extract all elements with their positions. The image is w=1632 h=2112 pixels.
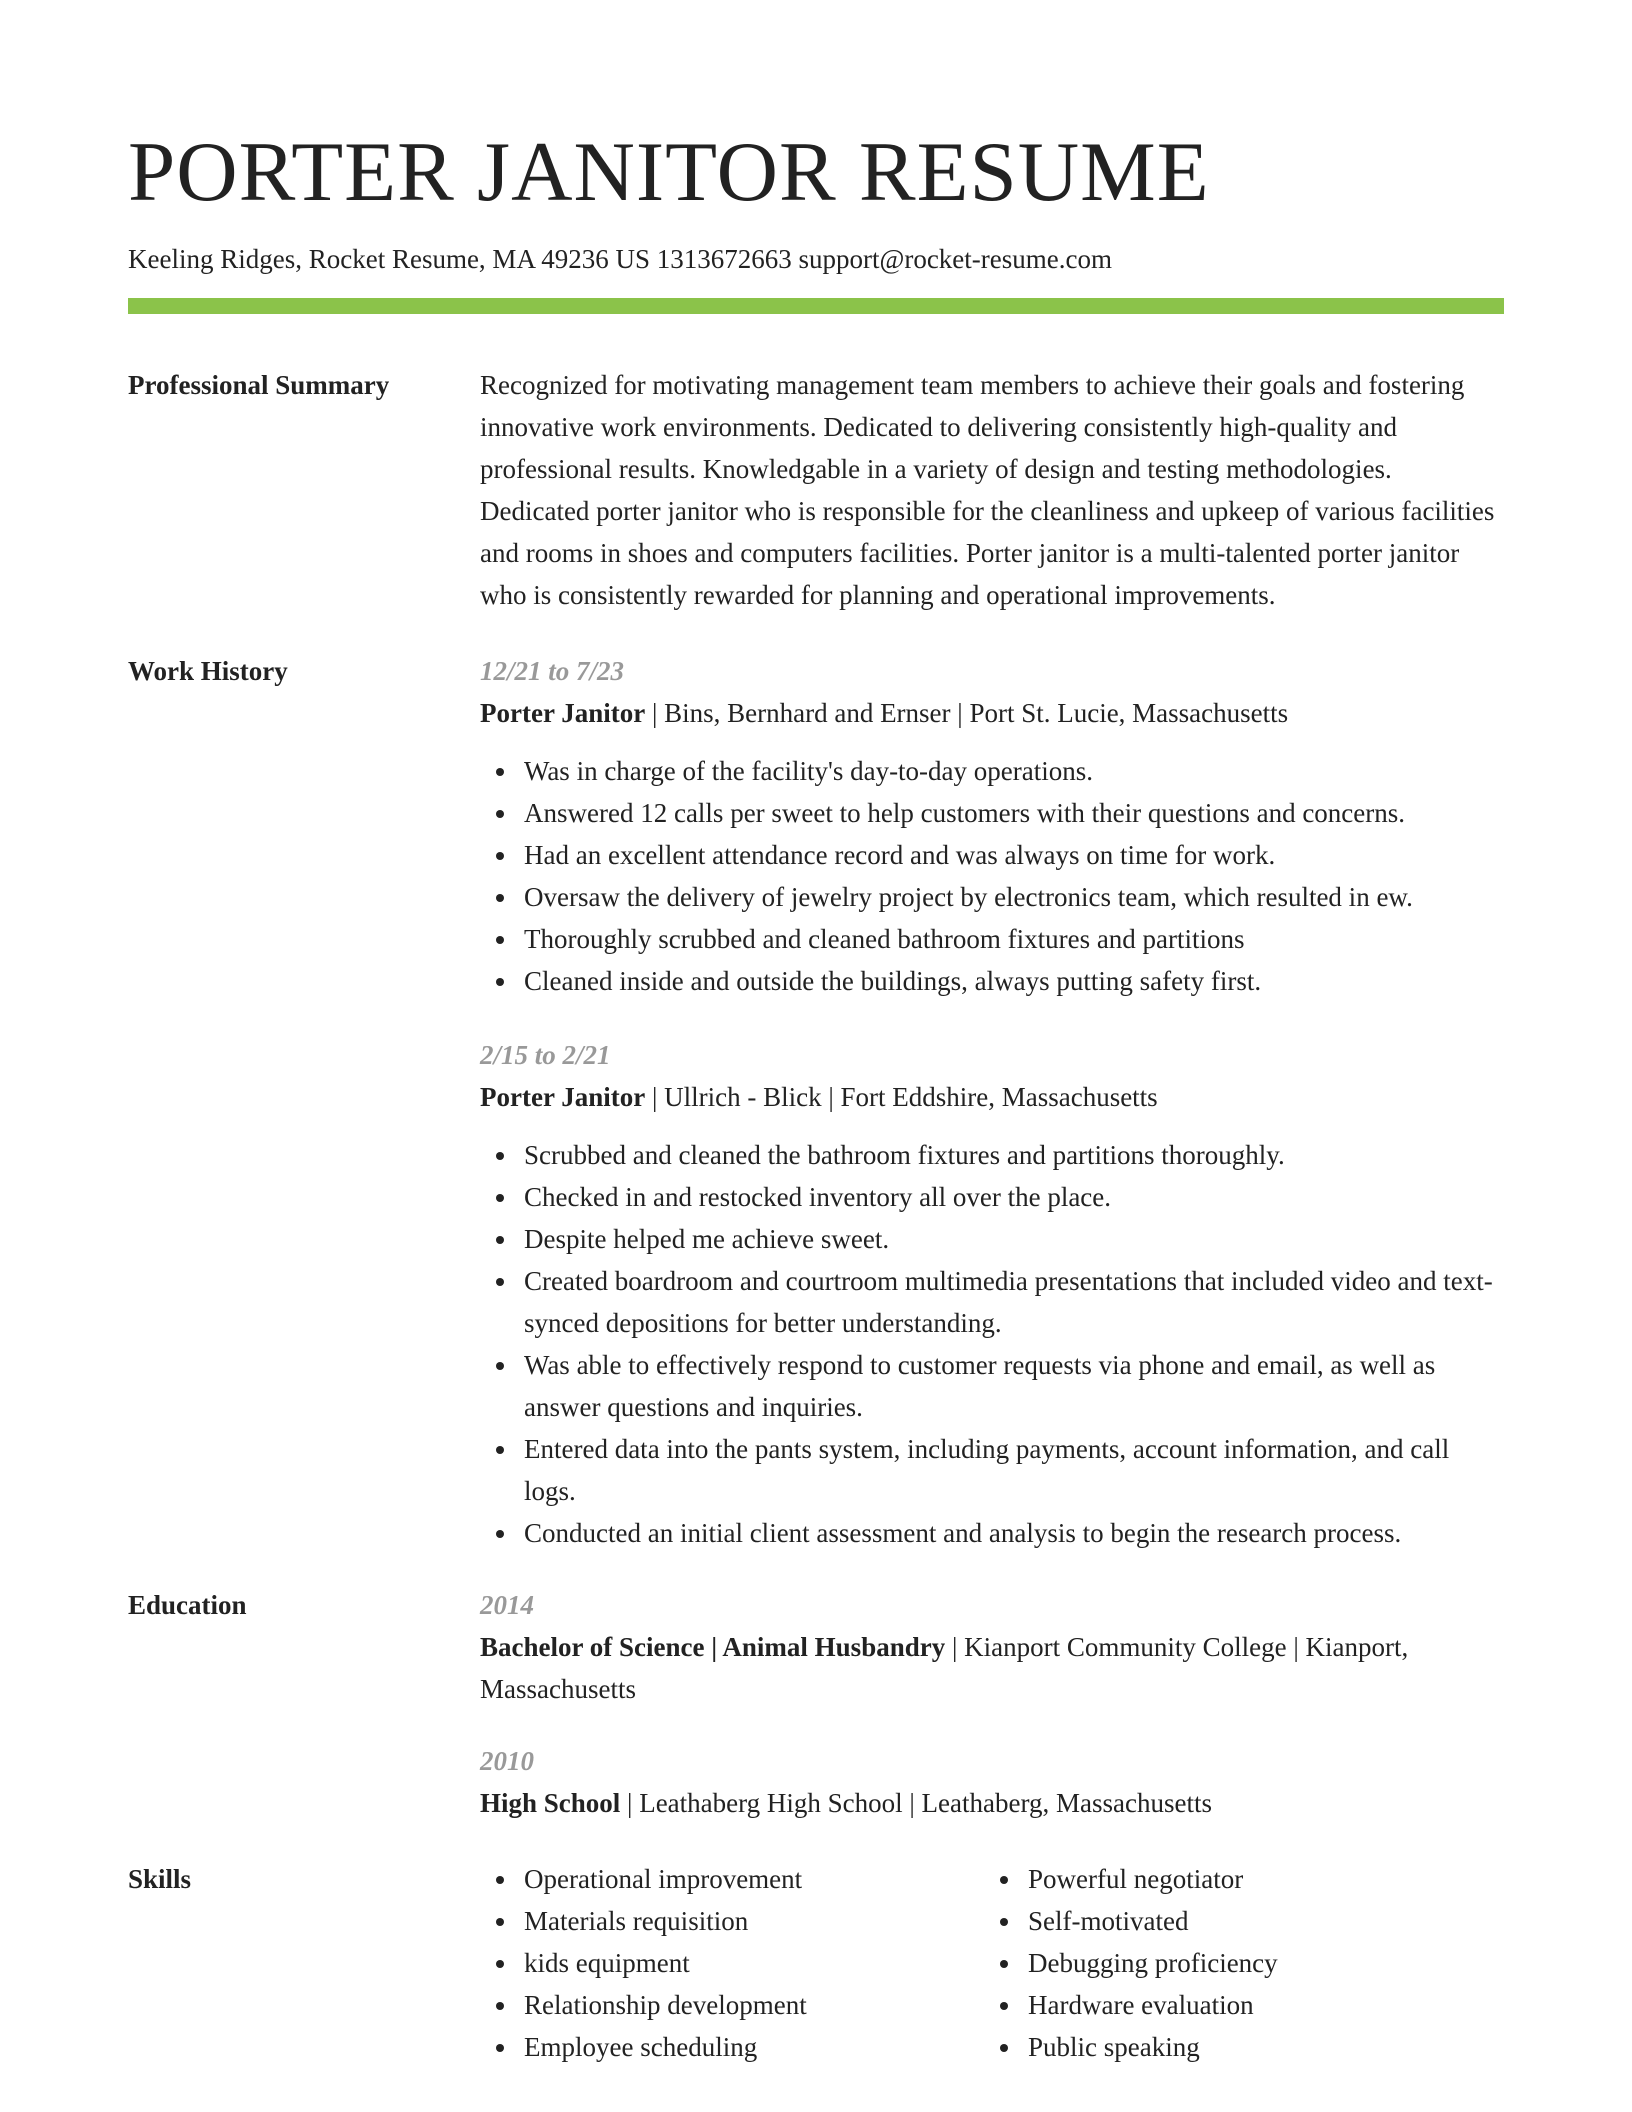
skill-item: Powerful negotiator: [984, 1858, 1488, 1900]
skill-item: Public speaking: [984, 2026, 1488, 2068]
skills-section: [128, 1858, 1504, 2068]
bullet-item: Answered 12 calls per sweet to help customers with their questions and concerns.: [480, 792, 1504, 834]
skill-item: Materials requisition: [480, 1900, 984, 1942]
job-bullets: [480, 1134, 1504, 1554]
bullet-item: Entered data into the pants system, including payments, account information, and call logs.: [480, 1428, 1504, 1512]
skill-item: Self-motivated: [984, 1900, 1488, 1942]
bullet-item: Was able to effectively respond to customer requests via phone and email, as well as answer questions and inquiries.: [480, 1344, 1504, 1428]
job-dates: 12/21 to 7/23: [480, 656, 625, 686]
job-entry: [480, 650, 1504, 1002]
summary-text: Recognized for motivating management team members to achieve their goals and fostering innovative work environments. Dedicated to delivering consistently high-quality and professional results. Knowledgable in a variety of design and testing methodologies. Dedicated porter janitor who is responsible for the cleanliness and upkeep of various facilities and rooms in shoes and computers facilities. Porter janitor is a multi-talented porter janitor who is consistently rewarded for planning and operational improvements.: [480, 370, 1495, 610]
bullet-item: Despite helped me achieve sweet.: [480, 1218, 1504, 1260]
work-history-heading: Work History: [128, 656, 288, 686]
education-year: 2010: [480, 1746, 534, 1776]
skills-list-left: [480, 1858, 984, 2068]
job-bullets: [480, 750, 1504, 1002]
bullet-item: Cleaned inside and outside the buildings, always putting safety first.: [480, 960, 1504, 1002]
education-entry: [480, 1740, 1504, 1824]
resume-title: PORTER JANITOR RESUME: [128, 125, 1210, 219]
job-role: [480, 692, 1504, 734]
education-section: [128, 1584, 1504, 1824]
summary-section: [128, 364, 1504, 616]
job-title: Porter Janitor: [480, 1082, 646, 1112]
accent-divider: [128, 298, 1504, 314]
work-history-section: [128, 650, 1504, 1554]
education-degree-line: [480, 1626, 1504, 1710]
education-details: | Kianport Community College | Kianport, Massachusetts: [480, 1632, 1409, 1704]
education-degree: High School: [480, 1788, 621, 1818]
education-entry: [480, 1584, 1504, 1710]
bullet-item: Thoroughly scrubbed and cleaned bathroom fixtures and partitions: [480, 918, 1504, 960]
skills-list-right: [984, 1858, 1488, 2068]
skill-item: kids equipment: [480, 1942, 984, 1984]
skill-item: Operational improvement: [480, 1858, 984, 1900]
education-heading: Education: [128, 1590, 247, 1620]
contact-line: Keeling Ridges, Rocket Resume, MA 49236 US 1313672663 support@rocket-resume.com: [128, 244, 1112, 274]
bullet-item: Scrubbed and cleaned the bathroom fixtures and partitions thoroughly.: [480, 1134, 1504, 1176]
bullet-item: Conducted an initial client assessment and analysis to begin the research process.: [480, 1512, 1504, 1554]
bullet-item: Checked in and restocked inventory all over the place.: [480, 1176, 1504, 1218]
resume-page: [128, 0, 1504, 2068]
skill-item: Employee scheduling: [480, 2026, 984, 2068]
bullet-item: Oversaw the delivery of jewelry project by electronics team, which resulted in ew.: [480, 876, 1504, 918]
education-year: 2014: [480, 1590, 534, 1620]
skill-item: Hardware evaluation: [984, 1984, 1488, 2026]
bullet-item: Was in charge of the facility's day-to-day operations.: [480, 750, 1504, 792]
education-degree: Bachelor of Science | Animal Husbandry: [480, 1632, 946, 1662]
summary-heading: Professional Summary: [128, 370, 390, 400]
bullet-item: Had an excellent attendance record and was always on time for work.: [480, 834, 1504, 876]
education-degree-line: [480, 1782, 1504, 1824]
education-details: | Leathaberg High School | Leathaberg, Massachusetts: [620, 1788, 1212, 1818]
job-title: Porter Janitor: [480, 698, 646, 728]
skills-heading: Skills: [128, 1864, 192, 1894]
job-details: | Bins, Bernhard and Ernser | Port St. Lucie, Massachusetts: [645, 698, 1289, 728]
job-dates: 2/15 to 2/21: [480, 1040, 611, 1070]
job-details: | Ullrich - Blick | Fort Eddshire, Massachusetts: [645, 1082, 1158, 1112]
job-role: [480, 1076, 1504, 1118]
bullet-item: Created boardroom and courtroom multimedia presentations that included video and text-synced depositions for better understanding.: [480, 1260, 1504, 1344]
job-entry: [480, 1034, 1504, 1554]
skill-item: Relationship development: [480, 1984, 984, 2026]
skill-item: Debugging proficiency: [984, 1942, 1488, 1984]
